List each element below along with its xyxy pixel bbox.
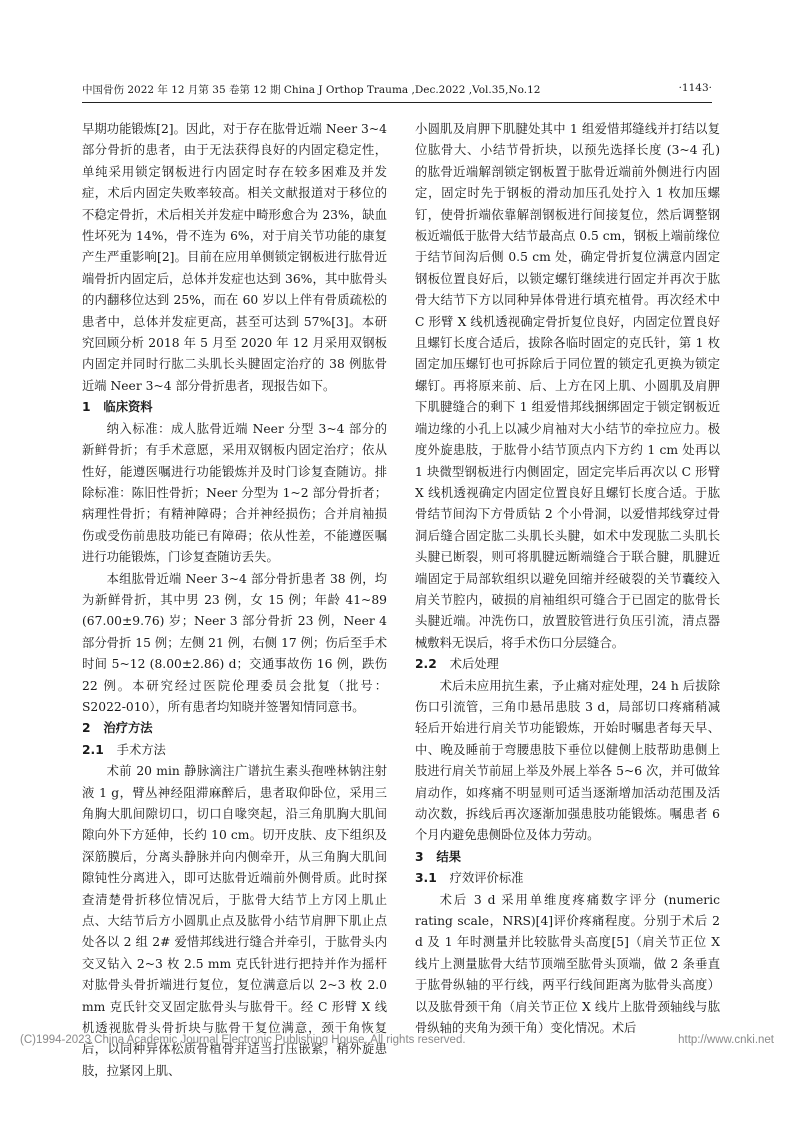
left-column	[82, 119, 387, 1082]
subsection-heading-surgery	[82, 740, 387, 761]
subsection-title: 手术方法	[116, 742, 166, 757]
header-rule	[82, 102, 712, 103]
subsection-number: 2.2	[415, 657, 437, 672]
section-number: 1	[82, 400, 91, 415]
surgery-paragraph: 术前 20 min 静脉滴注广谱抗生素头孢唑林钠注射液 1 g，臂丛神经阻滞麻醉后，患者取仰卧位，采用三角胸大肌间隙切口，切口自喙突起，沿三角肌胸大肌间隙向外下方延伸，长约 10 cm。切开皮肤、皮下组织及深筋膜后，分离头静脉并向内侧牵开，从三角胸大肌间隙钝性分离进入，即可达肱骨近端前外侧骨质。此时探查清楚骨折移位情况后，于肱骨大结节上方冈上肌止点、大结节后方小圆肌止点及肱骨小结节肩胛下肌止点处各以 2 组 2# 爱惜邦线进行缝合并牵引，于肱骨头内交叉钻入 2~3 枚 2.5 mm 克氏针进行把持并作为摇杆对肱骨头骨折端进行复位，复位满意后以 2~3 枚 2.0 mm 克氏针交叉固定肱骨头与肱骨干。经 C 形臂 X 线机透视肱骨头骨折块与肱骨干复位满意，颈干角恢复后，以同种异体松质骨植骨并适当打压嵌紧，稍外旋患肢，拉紧冈上肌、	[82, 764, 387, 1078]
section-title: 治疗方法	[103, 721, 153, 736]
page-number: ·1143·	[678, 82, 712, 94]
cnki-url[interactable]: http://www.cnki.net	[678, 1034, 774, 1046]
patient-data-paragraph: 本组肱骨近端 Neer 3~4 部分骨折患者 38 例，均为新鲜骨折，其中男 23 例，女 15 例；年龄 41~89 (67.00±9.76) 岁；Neer 3 部分骨折 23 例，Neer 4 部分骨折 15 例；左侧 21 例，右侧 17 例；伤后至手术时间 5~12 (8.00±2.86) d；交通事故伤 16 例，跌伤 22 例。本研究经过医院伦理委员会批复（批号：S2022-010），所有患者均知晓并签署知情同意书。	[82, 571, 387, 714]
subsection-number: 2.1	[82, 742, 104, 757]
inclusion-criteria-paragraph: 纳入标准：成人肱骨近端 Neer 分型 3~4 部分的新鲜骨折；有手术意愿，采用双钢板内固定治疗；依从性好，能遵医嘱进行功能锻炼并及时门诊复查随访。排除标准：陈旧性骨折；Neer 分型为 1~2 部分骨折者；病理性骨折；有精神障碍；合并神经损伤；合并肩袖损伤或受伤前患肢功能已有障碍；依从性差，不能遵医嘱进行功能锻炼，门诊复查随访丢失。	[82, 421, 387, 565]
section-title: 结果	[436, 849, 462, 864]
postop-paragraph: 术后未应用抗生素，予止痛对症处理，24 h 后拔除伤口引流管，三角巾悬吊患肢 3 d，局部切口疼痛稍减轻后开始进行肩关节功能锻炼，开始时嘱患者每天早、中、晚及睡前于弯腰患肢下垂位以健侧上肢帮助患侧上肢进行肩关节前屈上举及外展上举各 5~6 次，并可做耸肩动作，如疼痛不明显则可适当逐渐增加活动范围及活动次数，拆线后再次逐渐加强患肢功能锻炼。嘱患者 6 个月内避免患侧卧位及体力劳动。	[415, 678, 720, 843]
section-heading-results	[415, 847, 720, 868]
section-heading-treatment	[82, 718, 387, 739]
section-heading-clinical-data	[82, 397, 387, 418]
journal-citation: 中国骨伤 2022 年 12 月第 35 卷第 12 期 China J Orthop Trauma ,Dec.2022 ,Vol.35,No.12	[82, 84, 541, 96]
section-title: 临床资料	[103, 400, 153, 415]
section-number: 2	[82, 721, 91, 736]
subsection-number: 3.1	[415, 871, 437, 886]
copyright-text: (C)1994-2023 China Academic Journal Electronic Publishing House. All rights reserved.	[20, 1034, 466, 1046]
evaluation-paragraph: 术后 3 d 采用单维度疼痛数字评分 (numeric rating scale，NRS)[4]评价疼痛程度。分别于术后 2 d 及 1 年时测量并比较肱骨头高度[5]（肩关节正位 X 线片上测量肱骨大结节顶端至肱骨头顶端，做 2 条垂直于肱骨纵轴的平行线，两平行线间距离为肱骨头高度）以及肱骨颈干角（肩关节正位 X 线片上肱骨颈轴线与肱骨纵轴的夹角为颈干角）变化情况。术后	[415, 892, 720, 1036]
subsection-heading-evaluation	[415, 868, 720, 889]
subsection-title: 疗效评价标准	[449, 871, 524, 886]
section-number: 3	[415, 849, 424, 864]
subsection-title: 术后处理	[449, 657, 499, 672]
right-column	[415, 119, 720, 1039]
intro-paragraph: 早期功能锻炼[2]。因此，对于存在肱骨近端 Neer 3~4 部分骨折的患者，由于无法获得良好的内固定稳定性，单纯采用锁定钢板进行内固定时存在较多困难及并发症，术后内固定失败率较高。相关文献报道对于移位的不稳定骨折，术后相关并发症中畸形愈合为 23%，缺血性坏死为 14%，骨不连为 6%，对于肩关节功能的康复产生严重影响[2]。目前在应用单侧锁定钢板进行肱骨近端骨折内固定后，总体并发症也达到 36%，其中肱骨头的内翻移位达到 25%，而在 60 岁以上伴有骨质疏松的患者中，总体并发症更高，甚至可达到 57%[3]。本研究回顾分析 2018 年 5 月至 2020 年 12 月采用双钢板内固定并同时行肱二头肌长头腱固定治疗的 38 例肱骨近端 Neer 3~4 部分骨折患者，现报告如下。	[82, 122, 387, 393]
surgery-continued-paragraph: 小圆肌及肩胛下肌腱处其中 1 组爱惜邦缝线并打结以复位肱骨大、小结节骨折块，以预先选择长度 (3~4 孔) 的肱骨近端解剖锁定钢板置于肱骨近端前外侧进行内固定，固定时先于钢板的滑动加压孔处拧入 1 枚加压螺钉，使骨折端依靠解剖钢板进行间接复位，然后调整钢板近端低于肱骨大结节最高点 0.5 cm，钢板上端前缘位于结节间沟后侧 0.5 cm 处，确定骨折复位满意内固定钢板位置良好后，以锁定螺钉继续进行固定并再次于肱骨大结节下方以同种异体骨进行填充植骨。再次经术中 C 形臂 X 线机透视确定骨折复位良好，内固定位置良好且螺钉长度合适后，拔除各临时固定的克氏针，第 1 枚固定加压螺钉也可拆除后于同位置的锁定孔更换为锁定螺钉。再将原来前、后、上方在冈上肌、小圆肌及肩胛下肌腱缝合的剩下 1 组爱惜邦线捆绑固定于锁定钢板近端边缘的小孔上以减少肩袖对大小结节的牵拉应力。极度外旋患肢，于肱骨小结节顶点内下方约 1 cm 处再以 1 块微型钢板进行内侧固定，固定完毕后再次以 C 形臂 X 线机透视确定内固定位置良好且螺钉长度合适。于肱骨结节间沟下方骨质钻 2 个小骨洞，以爱惜邦线穿过骨洞后缝合固定肱二头肌长头腱，如术中发现肱二头肌长头腱已断裂，则可将肌腱远断端缝合于联合腱，肌腱近端固定于局部软组织以避免回缩并经破裂的关节囊绞入肩关节腔内，破损的肩袖组织可缝合于已固定的肱骨长头腱近端。冲洗伤口，放置胶管进行负压引流，清点器械敷料无误后，将手术伤口分层缝合。	[415, 122, 720, 650]
subsection-heading-postop	[415, 654, 720, 675]
